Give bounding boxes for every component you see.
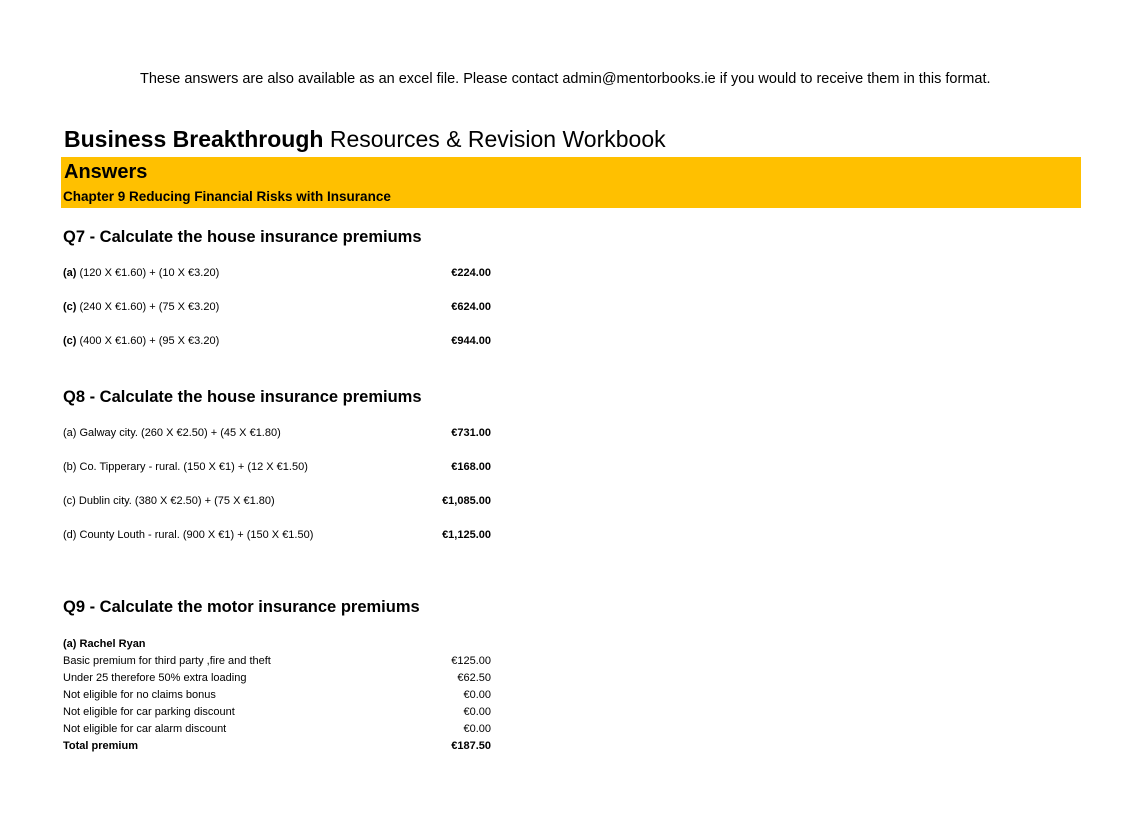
q7-row-calculation: (a) (120 X €1.60) + (10 X €3.20) xyxy=(63,267,220,279)
q9-row xyxy=(63,672,491,688)
q8-row-calculation: (c) Dublin city. (380 X €2.50) + (75 X €1.80) xyxy=(63,495,275,507)
book-title-subtitle: Resources & Revision Workbook xyxy=(323,126,666,152)
q7-row-a xyxy=(63,267,491,283)
q8-row-b xyxy=(63,461,491,477)
q8-row-calculation: (d) County Louth - rural. (900 X €1) + (150 X €1.50) xyxy=(63,529,314,541)
q9-row-value: €125.00 xyxy=(451,655,491,667)
q8-row-value: €1,125.00 xyxy=(442,529,491,541)
q8-row-calculation: (a) Galway city. (260 X €2.50) + (45 X €1.80) xyxy=(63,427,281,439)
q8-row-calculation: (b) Co. Tipperary - rural. (150 X €1) + (12 X €1.50) xyxy=(63,461,308,473)
excel-availability-notice: These answers are also available as an excel file. Please contact admin@mentorbooks.ie if you would to receive them in this format. xyxy=(140,71,991,87)
book-title xyxy=(64,126,666,153)
q9-total-row xyxy=(63,740,491,756)
q7-row-tag: (c) xyxy=(63,301,77,313)
q9-row-label: Not eligible for car alarm discount xyxy=(63,723,227,735)
q9-row xyxy=(63,689,491,705)
q9-row-label: Not eligible for no claims bonus xyxy=(63,689,216,701)
q7-row-value: €224.00 xyxy=(451,267,491,279)
q7-row-value: €624.00 xyxy=(451,301,491,313)
answers-heading: Answers xyxy=(64,161,148,183)
q9-row-value: €62.50 xyxy=(457,672,491,684)
q7-row-c xyxy=(63,335,491,351)
q7-row-value: €944.00 xyxy=(451,335,491,347)
q7-row-tag: (a) xyxy=(63,267,77,279)
q9-row-label: Under 25 therefore 50% extra loading xyxy=(63,672,247,684)
q7-row-tag: (c) xyxy=(63,335,77,347)
q9-row xyxy=(63,706,491,722)
chapter-title: Chapter 9 Reducing Financial Risks with Insurance xyxy=(63,189,391,204)
q8-row-d xyxy=(63,529,491,545)
answers-header-band xyxy=(61,157,1081,208)
q9-row-label: Basic premium for third party ,fire and theft xyxy=(63,655,271,667)
q9-row xyxy=(63,655,491,671)
q7-row-calculation: (c) (400 X €1.60) + (95 X €3.20) xyxy=(63,335,220,347)
q9-row xyxy=(63,723,491,739)
q7-row-calculation: (c) (240 X €1.60) + (75 X €3.20) xyxy=(63,301,220,313)
q8-row-a xyxy=(63,427,491,443)
q9-total-value: €187.50 xyxy=(451,740,491,752)
q8-row-c xyxy=(63,495,491,511)
q8-row-value: €1,085.00 xyxy=(442,495,491,507)
q9-title: Q9 - Calculate the motor insurance premiums xyxy=(63,598,420,616)
q9-subheading-row xyxy=(63,638,491,654)
q9-row-value: €0.00 xyxy=(463,689,491,701)
book-title-brand: Business Breakthrough xyxy=(64,126,324,152)
q9-total-label: Total premium xyxy=(63,740,138,752)
q8-row-value: €168.00 xyxy=(451,461,491,473)
q8-title: Q8 - Calculate the house insurance premiums xyxy=(63,388,422,406)
q9-subheading: (a) Rachel Ryan xyxy=(63,638,146,650)
q9-row-value: €0.00 xyxy=(463,706,491,718)
q9-row-value: €0.00 xyxy=(463,723,491,735)
q9-row-label: Not eligible for car parking discount xyxy=(63,706,235,718)
q8-row-value: €731.00 xyxy=(451,427,491,439)
q7-row-b xyxy=(63,301,491,317)
q7-title: Q7 - Calculate the house insurance premiums xyxy=(63,228,422,246)
